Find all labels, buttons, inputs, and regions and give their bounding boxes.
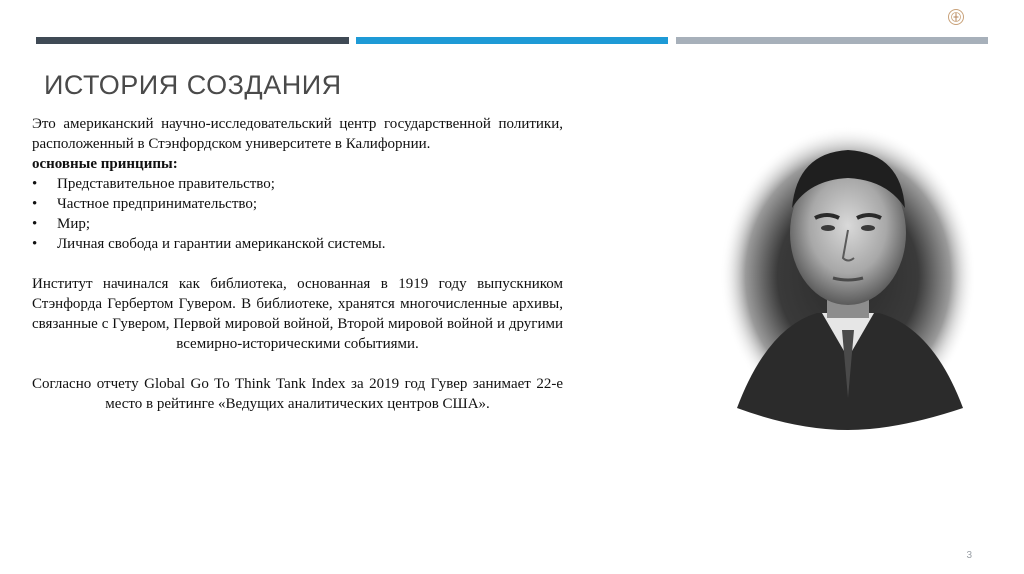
list-item: • Личная свобода и гарантии американской системы. [32,236,386,252]
header-bar-dark [36,37,349,44]
ranking-paragraph: Согласно отчету Global Go To Think Tank Index за 2019 год Гувер занимает 22-е место в рейтинге «Ведущих аналитических центров США». [32,376,563,412]
list-item: • Мир; [32,216,91,232]
header-bar-blue [356,37,668,44]
slide-title: ИСТОРИЯ СОЗДАНИЯ [44,70,342,100]
bullet-icon: • [32,236,38,252]
portrait-photo [697,108,999,436]
list-item: • Представительное правительство; [32,176,275,192]
list-item: • Частное предпринимательство; [32,196,258,212]
bullet-icon: • [32,216,38,232]
intro-paragraph: Это американский научно-исследовательский центр государственной политики, расположенный в Стэнфордском университете в Калифорнии. [32,116,563,152]
page-number: 3 [966,550,972,561]
emblem-icon [947,8,965,26]
history-paragraph: Институт начинался как библиотека, основанная в 1919 году выпускником Стэнфорда Гербертом Гувером. В библиотеке, хранятся многочисленные архивы, связанные с Гувером, Первой мировой войной, Второй мировой войной и другими всемирно-историческими событиями. [32,276,563,352]
slide-body [32,114,563,414]
bullet-icon: • [32,176,38,192]
bullet-icon: • [32,196,38,212]
header-bar-gray [676,37,988,44]
principles-list [32,174,563,254]
spacer [32,354,563,374]
principles-heading: основные принципы: [32,156,178,172]
spacer [32,254,563,274]
